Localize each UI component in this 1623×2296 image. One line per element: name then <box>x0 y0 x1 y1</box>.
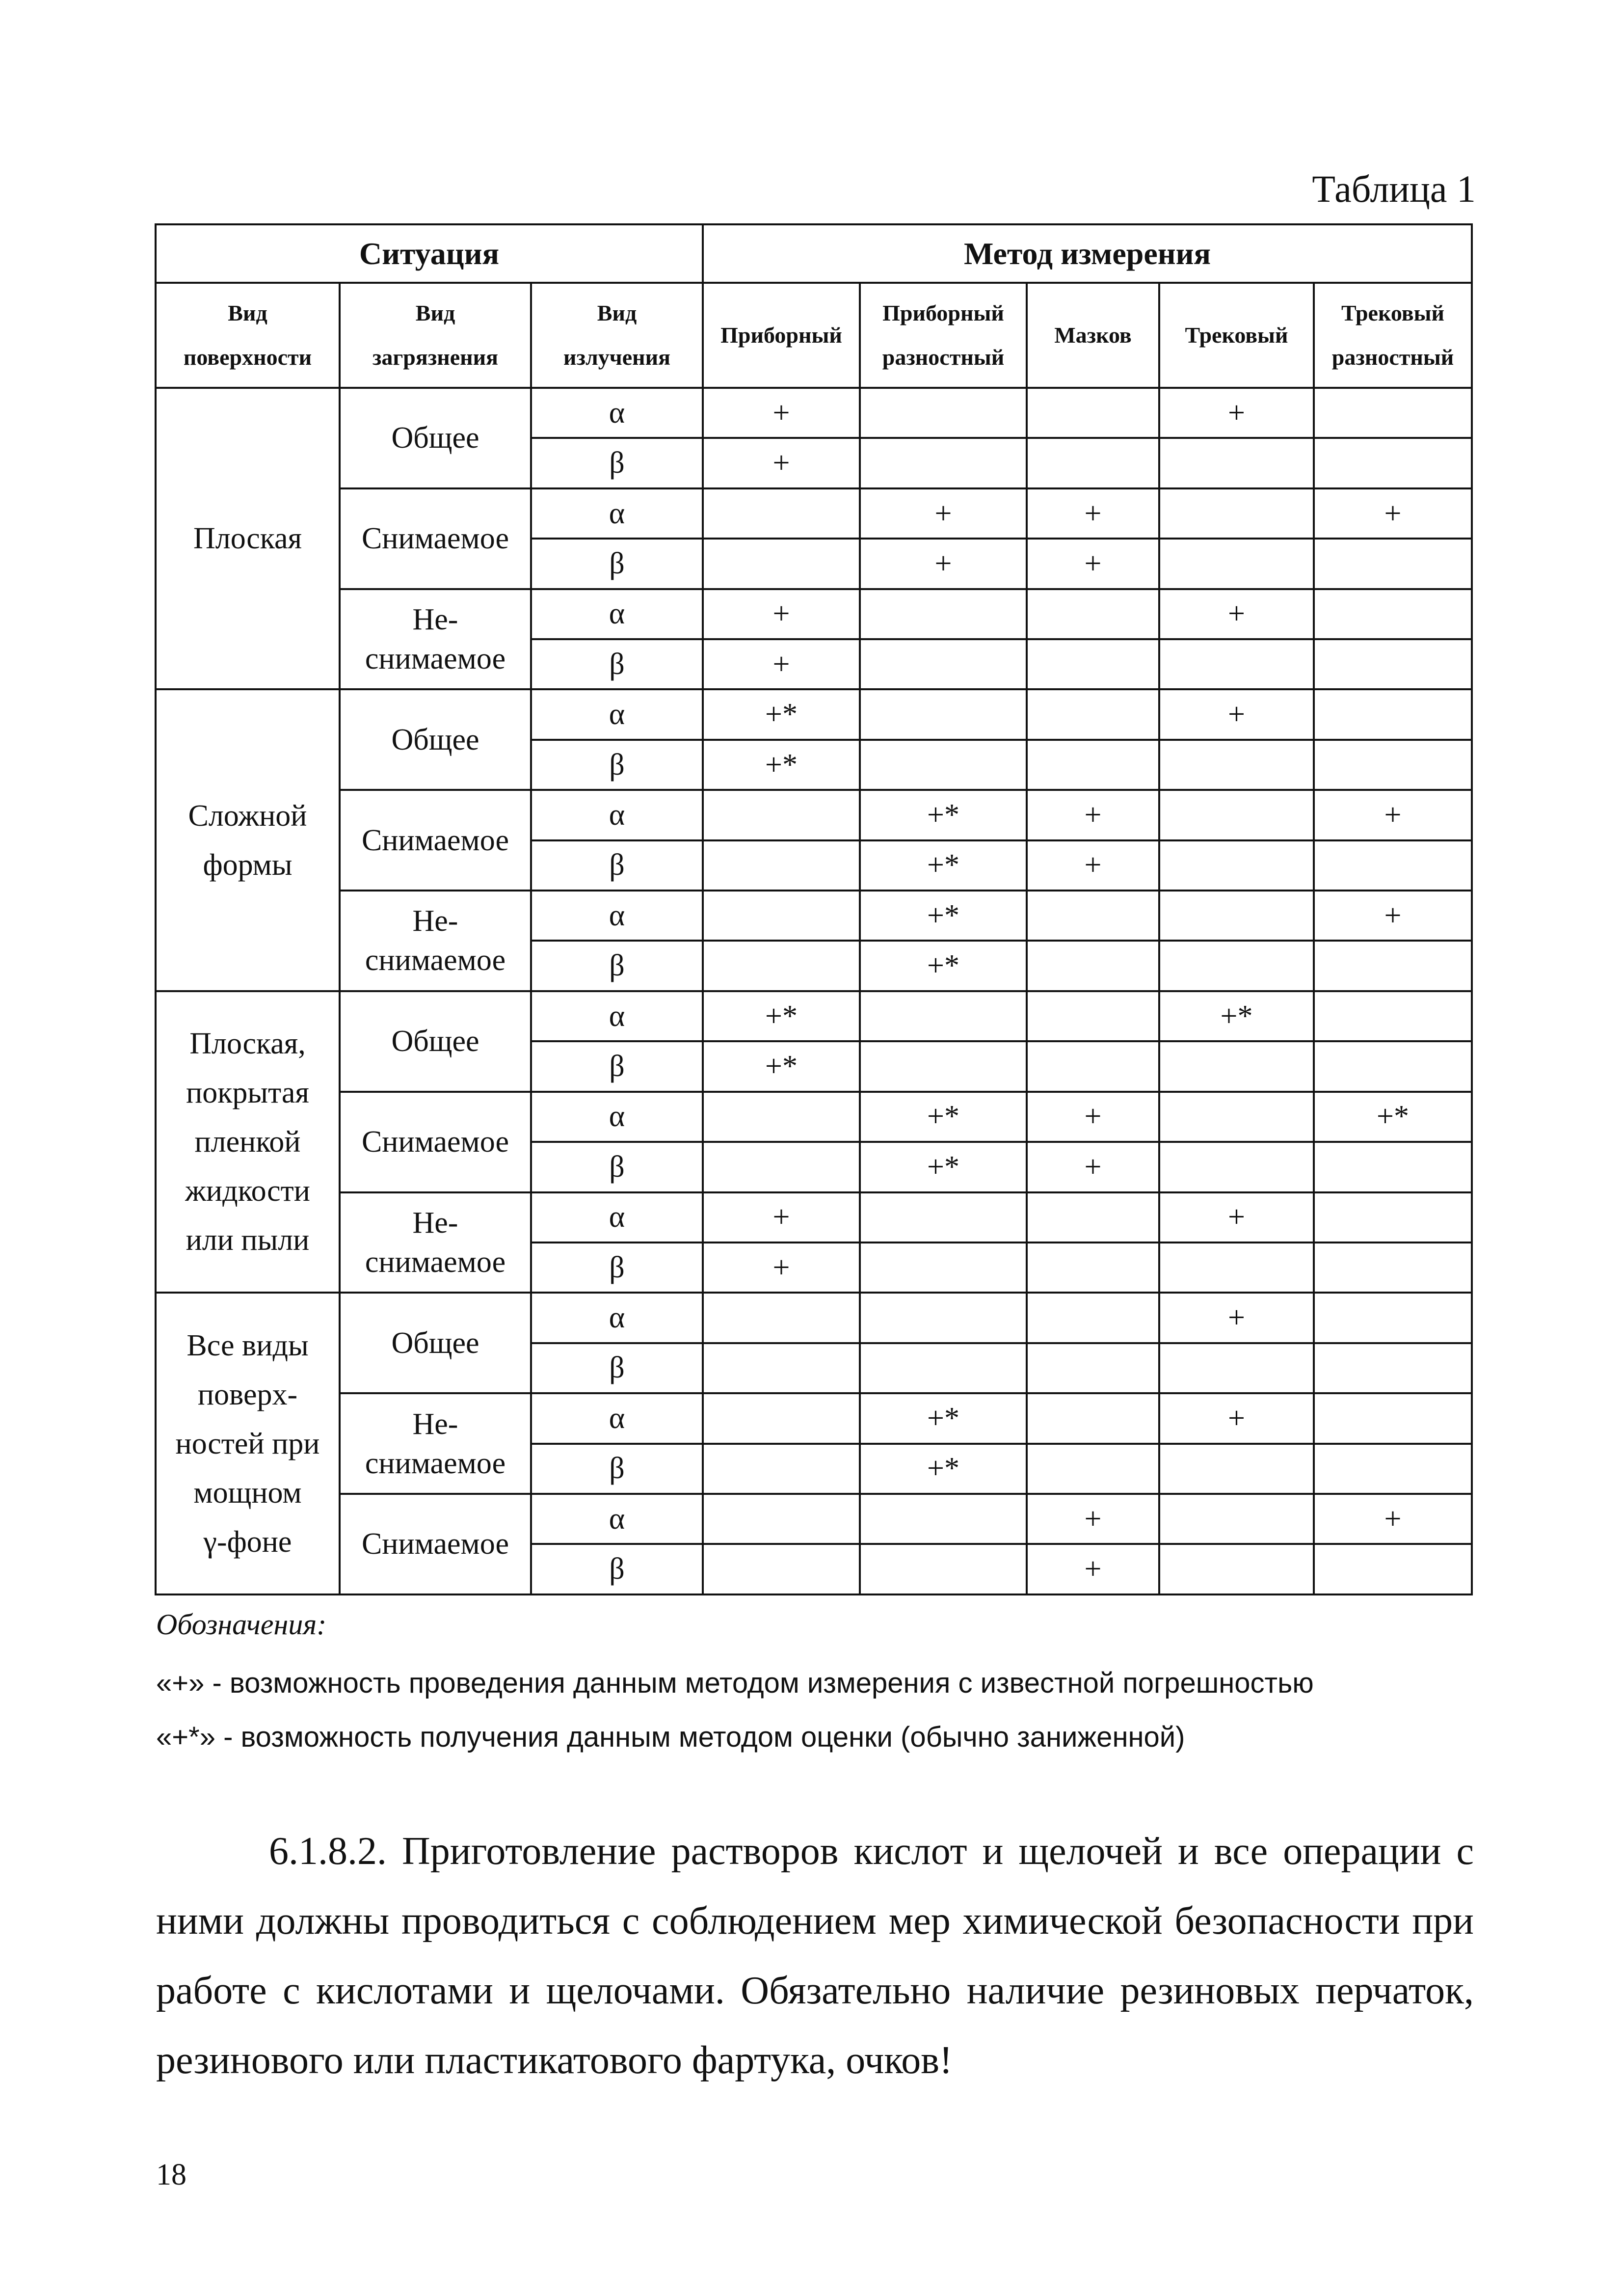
method-mark-cell <box>860 589 1027 639</box>
method-mark-cell <box>1159 1092 1314 1142</box>
column-header <box>1314 283 1472 388</box>
method-mark-cell: + <box>860 539 1027 589</box>
table-row <box>156 1092 1472 1142</box>
radiation-type-cell: α <box>531 1192 703 1243</box>
method-mark-cell: +* <box>860 1444 1027 1494</box>
method-mark-cell: + <box>703 589 860 639</box>
method-mark-cell: +* <box>860 1092 1027 1142</box>
legend-line-plus-star: «+*» - возможность получения данным методом оценки (обычно заниженной) <box>156 1721 1185 1753</box>
method-mark-cell <box>1159 438 1314 488</box>
radiation-type-cell: α <box>531 1393 703 1443</box>
method-mark-cell <box>1159 1544 1314 1594</box>
method-mark-cell <box>1314 840 1472 891</box>
method-mark-cell: +* <box>1159 991 1314 1041</box>
method-mark-cell <box>1159 488 1314 539</box>
column-header-line: Приборный <box>882 300 1004 325</box>
method-mark-cell <box>1314 1142 1472 1192</box>
column-header-line: Вид <box>597 300 637 325</box>
radiation-type-cell: β <box>531 840 703 891</box>
method-mark-cell <box>703 1444 860 1494</box>
legend-title: Обозначения: <box>156 1608 327 1641</box>
method-mark-cell <box>1314 941 1472 991</box>
method-mark-cell <box>1314 539 1472 589</box>
method-mark-cell <box>1027 1041 1159 1091</box>
method-mark-cell <box>860 1041 1027 1091</box>
method-mark-cell: + <box>1027 1494 1159 1544</box>
method-mark-cell <box>860 1544 1027 1594</box>
table-row <box>156 1293 1472 1343</box>
column-header <box>1159 283 1314 388</box>
radiation-type-cell: α <box>531 1092 703 1142</box>
radiation-type-cell: β <box>531 1343 703 1393</box>
method-mark-cell <box>1027 639 1159 689</box>
method-mark-cell <box>1314 1192 1472 1243</box>
method-mark-cell <box>1159 1494 1314 1544</box>
method-mark-cell <box>1027 388 1159 438</box>
surface-type-cell: Сложной формы <box>156 689 340 991</box>
contamination-type-cell: Не- снимаемое <box>340 589 531 690</box>
radiation-type-cell: α <box>531 488 703 539</box>
method-mark-cell: + <box>703 1243 860 1293</box>
method-mark-cell <box>703 840 860 891</box>
table-row <box>156 891 1472 941</box>
contamination-type-cell: Не- снимаемое <box>340 1393 531 1494</box>
method-mark-cell: + <box>1027 840 1159 891</box>
method-mark-cell <box>703 1544 860 1594</box>
method-mark-cell <box>860 991 1027 1041</box>
column-header-line: Трековый <box>1185 323 1288 348</box>
method-mark-cell: + <box>1027 790 1159 840</box>
method-mark-cell <box>703 790 860 840</box>
method-mark-cell <box>1027 1192 1159 1243</box>
method-mark-cell <box>860 1293 1027 1343</box>
table-row <box>156 1393 1472 1443</box>
method-mark-cell: + <box>703 639 860 689</box>
column-header-line: Вид <box>228 300 267 325</box>
column-header-line: Приборный <box>720 323 842 348</box>
method-mark-cell: + <box>703 1192 860 1243</box>
column-header <box>1027 283 1159 388</box>
column-header-line: поверхности <box>183 345 312 370</box>
table-title: Таблица 1 <box>1312 167 1476 210</box>
method-mark-cell: + <box>1159 589 1314 639</box>
radiation-type-cell: β <box>531 539 703 589</box>
method-mark-cell <box>1314 1343 1472 1393</box>
method-mark-cell: +* <box>860 840 1027 891</box>
radiation-type-cell: β <box>531 1142 703 1192</box>
legend-line-plus: «+» - возможность проведения данным методом измерения с известной погрешностью <box>156 1667 1314 1699</box>
method-mark-cell <box>1159 941 1314 991</box>
method-mark-cell <box>1027 689 1159 739</box>
method-mark-cell: +* <box>860 790 1027 840</box>
column-header-line: Вид <box>415 300 455 325</box>
radiation-type-cell: α <box>531 891 703 941</box>
method-mark-cell: + <box>1159 1192 1314 1243</box>
radiation-type-cell: α <box>531 1494 703 1544</box>
method-mark-cell <box>1314 991 1472 1041</box>
method-mark-cell <box>1159 840 1314 891</box>
radiation-type-cell: β <box>531 1041 703 1091</box>
method-mark-cell <box>703 941 860 991</box>
table-row <box>156 388 1472 438</box>
table-row <box>156 790 1472 840</box>
table-row <box>156 488 1472 539</box>
method-mark-cell <box>1027 1343 1159 1393</box>
contamination-type-cell: Снимаемое <box>340 1092 531 1192</box>
header-situation: Ситуация <box>156 224 703 283</box>
contamination-type-cell: Общее <box>340 388 531 488</box>
method-mark-cell <box>1314 1243 1472 1293</box>
contamination-type-cell: Общее <box>340 1293 531 1393</box>
method-mark-cell: +* <box>703 740 860 790</box>
radiation-type-cell: β <box>531 1243 703 1293</box>
method-mark-cell <box>703 1092 860 1142</box>
header-method: Метод измерения <box>703 224 1472 283</box>
method-mark-cell <box>703 1142 860 1192</box>
method-mark-cell: + <box>1027 1544 1159 1594</box>
method-mark-cell <box>1159 740 1314 790</box>
radiation-type-cell: α <box>531 388 703 438</box>
table-row <box>156 589 1472 639</box>
column-header <box>703 283 860 388</box>
method-mark-cell: + <box>1027 1142 1159 1192</box>
radiation-type-cell: β <box>531 740 703 790</box>
contamination-type-cell: Общее <box>340 991 531 1092</box>
radiation-type-cell: α <box>531 589 703 639</box>
surface-type-cell: Плоская, покрытая пленкой жидкости или пыли <box>156 991 340 1293</box>
method-mark-cell <box>703 891 860 941</box>
column-header-line: излучения <box>563 345 671 370</box>
method-mark-cell <box>1027 891 1159 941</box>
method-mark-cell <box>1027 1393 1159 1443</box>
method-mark-cell <box>703 1293 860 1343</box>
column-header-line: Мазков <box>1054 323 1132 348</box>
method-mark-cell: + <box>1027 488 1159 539</box>
method-mark-cell <box>1159 539 1314 589</box>
table-row <box>156 1192 1472 1243</box>
method-mark-cell <box>1314 589 1472 639</box>
radiation-type-cell: β <box>531 941 703 991</box>
method-mark-cell <box>1314 740 1472 790</box>
method-mark-cell <box>1159 1243 1314 1293</box>
surface-type-cell: Плоская <box>156 388 340 689</box>
contamination-type-cell: Общее <box>340 689 531 790</box>
method-mark-cell <box>1027 1243 1159 1293</box>
method-mark-cell <box>1314 689 1472 739</box>
method-mark-cell: + <box>860 488 1027 539</box>
column-header <box>860 283 1027 388</box>
method-mark-cell: +* <box>703 1041 860 1091</box>
method-mark-cell <box>1314 1041 1472 1091</box>
method-mark-cell <box>1027 438 1159 488</box>
method-mark-cell <box>703 488 860 539</box>
paragraph-text: 6.1.8.2. Приготовление растворов кислот и щелочей и все операции с ними должны проводиться с соблюдением мер химической безопасности при работе с кислотами и щелочами. Обязательно наличие резиновых перчаток, резинового или пластикатового фартука, очков! <box>156 1830 1474 2082</box>
method-mark-cell: + <box>1314 488 1472 539</box>
method-mark-cell <box>1159 790 1314 840</box>
method-mark-cell <box>1314 1444 1472 1494</box>
method-mark-cell: +* <box>860 891 1027 941</box>
column-header <box>531 283 703 388</box>
method-mark-cell <box>1027 740 1159 790</box>
radiation-type-cell: α <box>531 790 703 840</box>
method-mark-cell <box>1314 1293 1472 1343</box>
method-mark-cell: + <box>1159 1393 1314 1443</box>
method-mark-cell <box>1159 1041 1314 1091</box>
method-mark-cell <box>860 639 1027 689</box>
method-mark-cell <box>703 1494 860 1544</box>
method-mark-cell: +* <box>703 689 860 739</box>
method-mark-cell: + <box>1027 1092 1159 1142</box>
method-mark-cell <box>860 740 1027 790</box>
method-mark-cell: +* <box>860 1393 1027 1443</box>
method-mark-cell <box>860 438 1027 488</box>
contamination-type-cell: Снимаемое <box>340 790 531 891</box>
method-mark-cell: + <box>1314 790 1472 840</box>
method-mark-cell: + <box>1027 539 1159 589</box>
method-mark-cell: + <box>1159 1293 1314 1343</box>
table-row <box>156 1494 1472 1544</box>
table-row <box>156 991 1472 1041</box>
contamination-type-cell: Не- снимаемое <box>340 1192 531 1293</box>
radiation-type-cell: α <box>531 1293 703 1343</box>
method-mark-cell <box>1314 438 1472 488</box>
method-mark-cell: + <box>703 438 860 488</box>
method-mark-cell <box>703 1343 860 1393</box>
column-header-line: загрязнения <box>372 345 499 370</box>
method-mark-cell: + <box>1159 388 1314 438</box>
method-mark-cell: +* <box>860 941 1027 991</box>
method-mark-cell <box>860 1343 1027 1393</box>
method-mark-cell <box>1159 1343 1314 1393</box>
radiation-type-cell: β <box>531 438 703 488</box>
method-mark-cell <box>860 1192 1027 1243</box>
method-mark-cell: + <box>1314 1494 1472 1544</box>
method-mark-cell <box>1314 1393 1472 1443</box>
method-mark-cell <box>703 1393 860 1443</box>
table-row <box>156 689 1472 739</box>
method-mark-cell <box>1027 991 1159 1041</box>
method-mark-cell <box>1314 1544 1472 1594</box>
method-mark-cell: +* <box>703 991 860 1041</box>
column-header <box>340 283 531 388</box>
contamination-type-cell: Снимаемое <box>340 488 531 589</box>
radiation-type-cell: β <box>531 1544 703 1594</box>
method-mark-cell <box>1159 1444 1314 1494</box>
method-mark-cell <box>860 1243 1027 1293</box>
column-header-line: Трековый <box>1341 300 1444 325</box>
radiation-type-cell: α <box>531 991 703 1041</box>
column-header-line: разностный <box>882 345 1005 370</box>
method-mark-cell <box>1314 388 1472 438</box>
surface-type-cell: Все виды поверх- ностей при мощном γ-фоне <box>156 1293 340 1594</box>
radiation-type-cell: α <box>531 689 703 739</box>
section-paragraph <box>156 1816 1474 2095</box>
method-mark-cell <box>860 388 1027 438</box>
method-mark-cell <box>1027 589 1159 639</box>
method-mark-cell <box>1314 639 1472 689</box>
method-mark-cell <box>1027 941 1159 991</box>
method-mark-cell <box>1027 1293 1159 1343</box>
method-mark-cell: + <box>703 388 860 438</box>
method-mark-cell: +* <box>1314 1092 1472 1142</box>
method-mark-cell <box>860 1494 1027 1544</box>
contamination-type-cell: Снимаемое <box>340 1494 531 1594</box>
method-mark-cell: +* <box>860 1142 1027 1192</box>
column-header <box>156 283 340 388</box>
method-mark-cell <box>1027 1444 1159 1494</box>
method-mark-cell <box>1159 1142 1314 1192</box>
method-mark-cell <box>860 689 1027 739</box>
radiation-type-cell: β <box>531 639 703 689</box>
column-header-line: разностный <box>1331 345 1454 370</box>
method-mark-cell <box>1159 891 1314 941</box>
method-mark-cell <box>1159 639 1314 689</box>
page-number: 18 <box>156 2158 186 2191</box>
method-mark-cell: + <box>1314 891 1472 941</box>
radiation-type-cell: β <box>531 1444 703 1494</box>
contamination-type-cell: Не- снимаемое <box>340 891 531 991</box>
measurement-methods-table <box>155 223 1473 1595</box>
method-mark-cell: + <box>1159 689 1314 739</box>
method-mark-cell <box>703 539 860 589</box>
